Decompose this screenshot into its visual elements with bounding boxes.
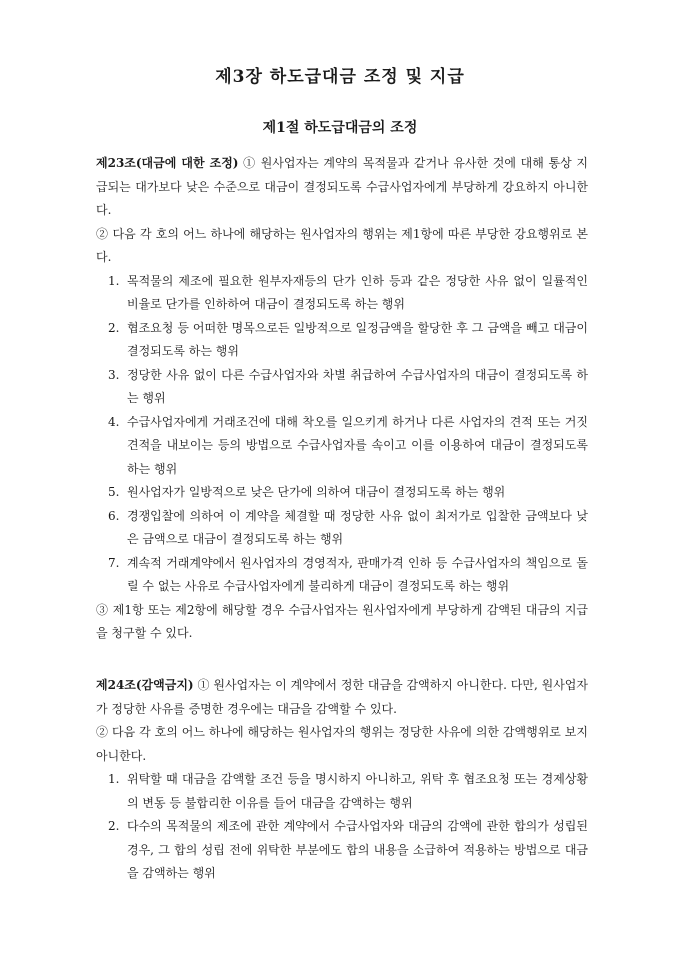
item-number: 1. <box>108 772 120 786</box>
article-24-heading: 제24조(감액금지) <box>96 678 194 692</box>
list-item <box>96 364 588 411</box>
list-item <box>96 552 588 599</box>
item-text: 원사업자가 일방적으로 낮은 단가에 의하여 대금이 결정되도록 하는 행위 <box>127 485 506 499</box>
list-item <box>96 411 588 482</box>
list-item <box>96 815 588 886</box>
item-number: 5. <box>108 485 120 499</box>
item-text: 계속적 거래계약에서 원사업자의 경영적자, 판매가격 인하 등 수급사업자의 책임으로 돌릴 수 없는 사유로 수급사업자에게 불리하게 대금이 결정되도록 하는 행위 <box>127 555 588 593</box>
item-text: 정당한 사유 없이 다른 수급사업자와 차별 취급하여 수급사업자의 대금이 결정되도록 하는 행위 <box>127 367 588 405</box>
item-number: 6. <box>108 508 120 523</box>
item-number: 3. <box>108 367 120 382</box>
article-24-paragraph-1-text: ① 원사업자는 이 계약에서 정한 대금을 감액하지 아니한다. 다만, 원사업자가 정당한 사유를 증명한 경우에는 대금을 감액할 수 있다. <box>96 678 588 716</box>
article-23-paragraph-1-text: ① 원사업자는 계약의 목적물과 같거나 유사한 것에 대해 통상 지급되는 대가보다 낮은 수준으로 대금이 결정되도록 수급사업자에게 부당하게 강요하지 아니한다. <box>96 156 588 217</box>
chapter-title: 제3장 하도급대금 조정 및 지급 <box>215 67 465 87</box>
item-text: 위탁할 때 대금을 감액할 조건 등을 명시하지 아니하고, 위탁 후 협조요청 또는 경제상황의 변동 등 불합리한 이유를 들어 대금을 감액하는 행위 <box>127 772 588 810</box>
item-text: 협조요청 등 어떠한 명목으로든 일방적으로 일정금액을 할당한 후 그 금액을 빼고 대금이 결정되도록 하는 행위 <box>127 320 588 358</box>
article-24-paragraph-2: ② 다음 각 호의 어느 하나에 해당하는 원사업자의 행위는 정당한 사유에 의한 감액행위로 보지 아니한다. <box>96 725 588 763</box>
section-title: 제1절 하도급대금의 조정 <box>262 120 418 136</box>
item-number: 7. <box>108 555 120 570</box>
list-item <box>96 270 588 317</box>
article-24 <box>96 674 588 886</box>
article-23-item-list <box>96 270 588 599</box>
list-item <box>96 317 588 364</box>
item-number: 2. <box>108 819 120 833</box>
item-text: 경쟁입찰에 의하여 이 계약을 체결할 때 정당한 사유 없이 최저가로 입찰한 금액보다 낮은 금액으로 대금이 결정되도록 하는 행위 <box>127 508 588 546</box>
item-text: 다수의 목적물의 제조에 관한 계약에서 수급사업자와 대금의 감액에 관한 합의가 성립된 경우, 그 합의 성립 전에 위탁한 부분에도 합의 내용을 소급하여 적용하는 방법으로 대금을 감액하는 행위 <box>127 819 588 880</box>
item-number: 2. <box>108 320 120 335</box>
article-23-heading: 제23조(대금에 대한 조정) <box>96 156 239 170</box>
article-23-paragraph-1 <box>96 152 588 223</box>
article-24-item-list <box>96 768 588 886</box>
article-23 <box>96 152 588 646</box>
article-23-paragraph-2: ② 다음 각 호의 어느 하나에 해당하는 원사업자의 행위는 제1항에 따른 부당한 강요행위로 본다. <box>96 226 588 264</box>
item-number: 1. <box>108 273 120 288</box>
article-23-paragraph-3: ③ 제1항 또는 제2항에 해당할 경우 수급사업자는 원사업자에게 부당하게 감액된 대금의 지급을 청구할 수 있다. <box>96 602 588 640</box>
list-item <box>96 505 588 552</box>
article-24-paragraph-1 <box>96 674 588 721</box>
list-item <box>96 768 588 815</box>
item-text: 수급사업자에게 거래조건에 대해 착오를 일으키게 하거나 다른 사업자의 견적 또는 거짓 견적을 내보이는 등의 방법으로 수급사업자를 속이고 이를 이용하여 대금이 결정되도록 하는 행위 <box>127 414 588 476</box>
item-text: 목적물의 제조에 필요한 원부자재등의 단가 인하 등과 같은 정당한 사유 없이 일률적인 비율로 단가를 인하하여 대금이 결정되도록 하는 행위 <box>127 273 588 311</box>
item-number: 4. <box>108 414 120 429</box>
list-item <box>96 481 588 505</box>
